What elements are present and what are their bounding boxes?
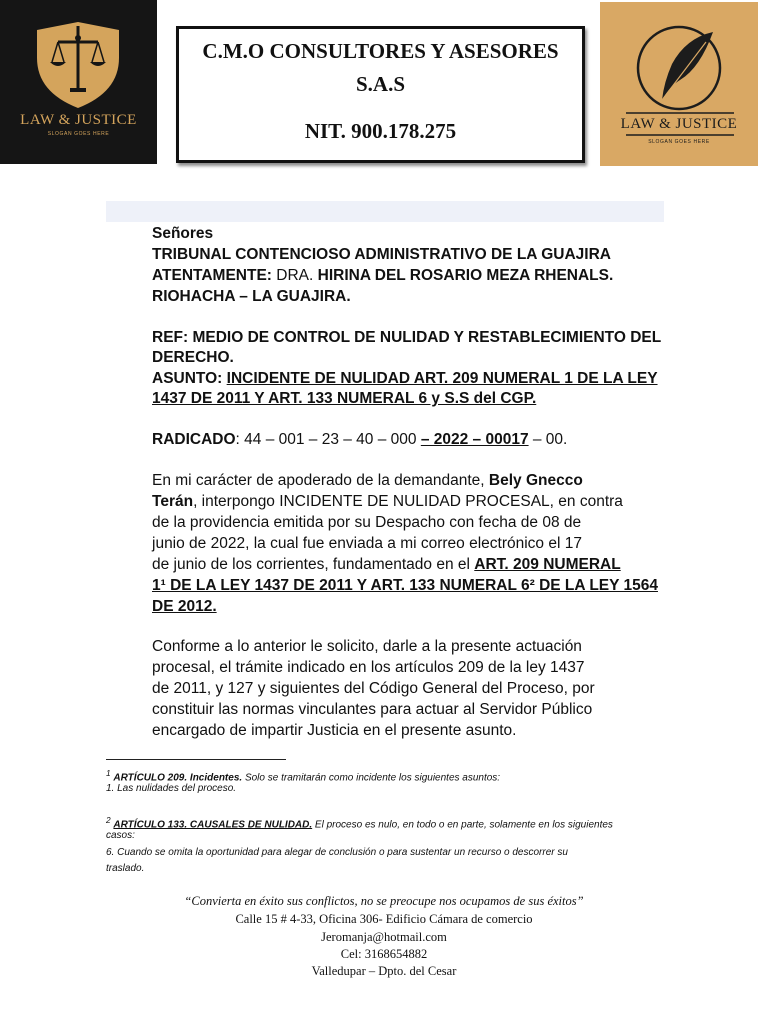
- radicado-part-1: : 44 – 001 – 23 – 40 – 000: [235, 431, 421, 448]
- p1-line-6: 1¹ DE LA LEY 1437 DE 2011 Y ART. 133 NUMERAL 6² DE LA LEY 1564: [152, 577, 658, 594]
- p1-article-ref: ART. 209 NUMERAL: [474, 556, 621, 573]
- footnote-1-mark: 1: [106, 768, 111, 778]
- radicado-part-3: – 00.: [528, 431, 568, 448]
- footnote-1-text: Solo se tramitarán como incidente los siguientes asuntos:: [242, 772, 501, 784]
- footnote-2-item-1: 6. Cuando se omita la oportunidad para alegar de conclusión o para sustentar un recurso o descorrer su: [106, 847, 568, 858]
- location: RIOHACHA – LA GUAJIRA.: [152, 288, 351, 305]
- footnote-2-title: ARTÍCULO 133. CAUSALES DE NULIDAD.: [113, 819, 313, 831]
- attention-title: DRA.: [276, 267, 314, 284]
- p1-text: En mi carácter de apoderado de la demandante,: [152, 472, 489, 489]
- header-band: [106, 201, 664, 222]
- footnote-1-title: ARTÍCULO 209. Incidentes.: [113, 772, 243, 784]
- p1-line-4: junio de 2022, la cual fue enviada a mi correo electrónico el 17: [152, 535, 582, 552]
- left-logo-brand: LAW & JUSTICE: [20, 112, 137, 128]
- footer-phone: Cel: 3168654882: [340, 947, 428, 961]
- ref-line-1: REF: MEDIO DE CONTROL DE NULIDAD Y RESTABLECIMIENTO DEL: [152, 329, 662, 346]
- radicado-line: [152, 430, 662, 450]
- ref-line-2: DERECHO.: [152, 349, 234, 366]
- attention-label: ATENTAMENTE:: [152, 267, 272, 284]
- attention-line: [152, 266, 662, 286]
- radicado-label: RADICADO: [152, 431, 236, 448]
- footnote-2-text: El proceso es nulo, en todo o en parte, solamente en los siguientes: [312, 819, 613, 831]
- footnote-2-mark: 2: [106, 815, 111, 825]
- radicado-part-2: – 2022 – 00017: [420, 431, 529, 448]
- p1-text: , interpongo INCIDENTE DE NULIDAD PROCESAL, en contra: [193, 493, 623, 510]
- footnote-2-item-2: traslado.: [106, 863, 145, 874]
- footnote-separator: [106, 759, 286, 760]
- footnote-1-item: 1. Las nulidades del proceso.: [106, 783, 237, 794]
- p1-client-name: Bely Gnecco: [488, 472, 583, 489]
- p2-line-3: de 2011, y 127 y siguientes del Código General del Proceso, por: [152, 680, 595, 697]
- p1-client-surname: Terán: [152, 493, 194, 510]
- asunto-line-1: [152, 369, 662, 389]
- p2-line-2: procesal, el trámite indicado en los artículos 209 de la ley 1437: [152, 659, 585, 676]
- salutation: Señores: [152, 225, 214, 242]
- firm-name: C.M.O CONSULTORES Y ASESORES: [202, 39, 559, 63]
- attention-name: HIRINA DEL ROSARIO MEZA RHENALS.: [317, 267, 614, 284]
- p2-line-5: encargado de impartir Justicia en el presente asunto.: [152, 722, 517, 739]
- p2-line-1: Conforme a lo anterior le solicito, darle a la presente actuación: [152, 638, 582, 655]
- footer-address: Calle 15 # 4-33, Oficina 306- Edificio Cámara de comercio: [235, 912, 533, 926]
- firm-type: S.A.S: [355, 72, 406, 96]
- right-logo: [600, 2, 758, 166]
- left-logo-slogan: SLOGAN GOES HERE: [47, 131, 110, 137]
- p1-text: de junio de los corrientes, fundamentado en el: [152, 556, 475, 573]
- asunto-line-2: 1437 DE 2011 Y ART. 133 NUMERAL 6 y S.S del CGP.: [152, 390, 537, 407]
- court-name: TRIBUNAL CONTENCIOSO ADMINISTRATIVO DE LA GUAJIRA: [152, 246, 611, 263]
- p1-line-2: [152, 492, 662, 512]
- right-logo-brand: LAW & JUSTICE: [620, 116, 738, 132]
- firm-title-box: [176, 26, 585, 163]
- asunto-label: ASUNTO:: [152, 370, 223, 387]
- p1-line-7: DE 2012.: [152, 598, 217, 615]
- footer-city: Valledupar – Dpto. del Cesar: [311, 964, 457, 978]
- right-logo-slogan: SLOGAN GOES HERE: [648, 139, 710, 145]
- scales-of-justice-shield-icon: [0, 0, 157, 164]
- p1-line-5: [152, 555, 662, 575]
- asunto-text-1: INCIDENTE DE NULIDAD ART. 209 NUMERAL 1 DE LA LEY: [226, 370, 658, 387]
- p1-line-3: de la providencia emitida por su Despacho con fecha de 08 de: [152, 514, 582, 531]
- firm-nit: NIT. 900.178.275: [304, 119, 457, 143]
- footer-quote: “Convierta en éxito sus conflictos, no se preocupe nos ocupamos de sus éxitos”: [184, 894, 584, 908]
- p2-line-4: constituir las normas vinculantes para actuar al Servidor Público: [152, 701, 593, 718]
- footer-email: Jeromanja@hotmail.com: [321, 930, 447, 944]
- p1-line-1: [152, 471, 662, 491]
- footnote-2-cont: casos:: [106, 830, 135, 841]
- left-logo: [0, 0, 157, 164]
